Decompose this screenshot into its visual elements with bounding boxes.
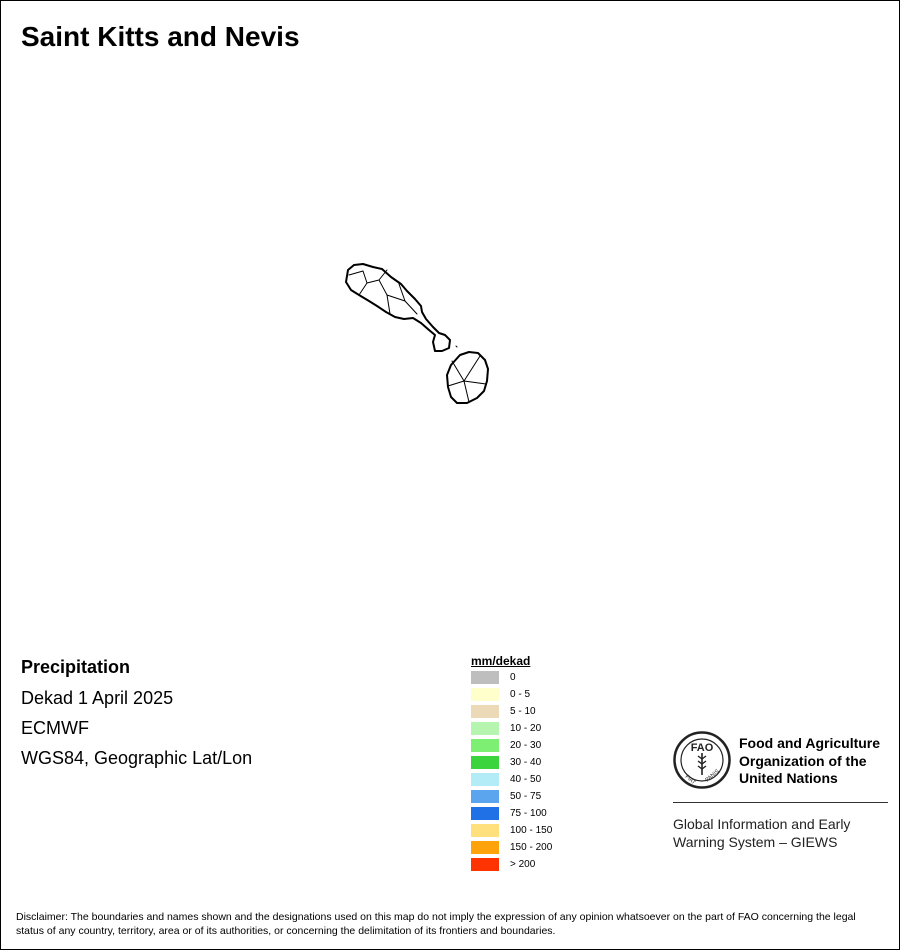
legend-label: 50 - 75 [510,791,542,802]
legend-label: 0 - 5 [510,689,531,700]
giews-system-name: Global Information and Early Warning System – GIEWS [673,816,851,850]
legend-swatch [471,841,499,854]
legend-item [471,703,611,720]
emblem-motto-right: PANIS [704,768,721,784]
legend-item [471,771,611,788]
legend-item [471,788,611,805]
legend-swatch [471,858,499,871]
legend-item [471,737,611,754]
legend-swatch [471,688,499,701]
source-label: ECMWF [21,718,89,738]
legend-label: 5 - 10 [510,706,536,717]
saint-kitts-island [346,264,450,351]
legend-swatch [471,739,499,752]
legend-label: > 200 [510,859,536,870]
legend-item [471,754,611,771]
country-map [1,1,899,949]
projection-label: WGS84, Geographic Lat/Lon [21,748,253,768]
legend-title: mm/dekad [471,654,531,668]
legend-swatch [471,807,499,820]
legend-label: 10 - 20 [510,723,542,734]
legend-item [471,839,611,856]
legend-label: 20 - 30 [510,740,542,751]
legend-label: 75 - 100 [510,808,547,819]
legend-items [471,669,611,873]
legend-item [471,669,611,686]
variable-label: Precipitation [21,657,131,677]
fao-emblem-icon [673,731,731,789]
legend-item [471,805,611,822]
legend-label: 0 [510,672,516,683]
legend-swatch [471,671,499,684]
legend-item [471,686,611,703]
legend-item [471,856,611,873]
legend-swatch [471,824,499,837]
islet [456,346,457,347]
legend-item [471,720,611,737]
fao-organization-name: Food and Agriculture Organization of the United Nations [739,735,881,786]
emblem-letters: FAO [690,742,714,754]
legend-swatch [471,773,499,786]
legend-swatch [471,705,499,718]
legend-label: 30 - 40 [510,757,542,768]
legend-swatch [471,722,499,735]
legend-label: 150 - 200 [510,842,553,853]
legend-label: 40 - 50 [510,774,542,785]
legend-item [471,822,611,839]
map-title: Saint Kitts and Nevis [21,21,300,52]
logo-divider [673,802,888,803]
emblem-motto-left: FIAT [683,773,697,786]
period-label: Dekad 1 April 2025 [21,688,174,708]
legend-swatch [471,756,499,769]
legend-label: 100 - 150 [510,825,553,836]
legend [471,653,611,873]
legend-swatch [471,790,499,803]
disclaimer: Disclaimer: The boundaries and names shown and the designations used on this map do not imply the expression of any opinion whatsoever on the part of FAO concerning the legal status of any country, territory, area or of its authorities, or concerning the delimitation of its frontiers and boundaries. [16,911,856,937]
